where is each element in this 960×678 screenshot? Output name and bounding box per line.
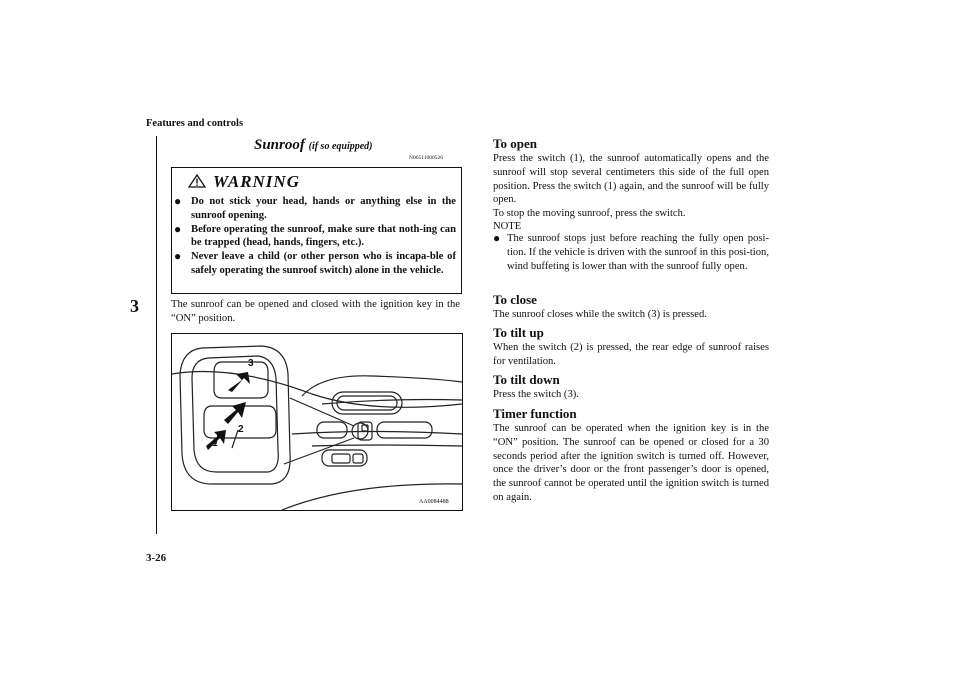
to-open-section [493,136,769,273]
figure-label-2: 2 [238,424,244,435]
warning-item [174,250,456,278]
warning-item-text: Never leave a child (or other person who is incapa-ble of safely operating the sunroof switch) alone in the vehicle. [191,251,456,276]
intro-paragraph: The sunroof can be opened and closed with the ignition key in the “ON” position. [171,299,460,324]
to-close-heading: To close [493,292,537,307]
warning-item-text: Before operating the sunroof, make sure that noth-ing can be trapped (head, hands, fingers, etc.). [191,223,456,249]
timer-section [493,406,769,505]
tilt-up-text: When the switch (2) is pressed, the rear edge of sunroof raises for ventilation. [493,342,769,367]
warning-title: WARNING [213,172,300,191]
note-label: NOTE [493,220,522,232]
sunroof-switch-illustration [172,334,462,510]
note-item [493,232,769,273]
figure-label-3: 3 [248,358,254,369]
figure-label-1: 1 [212,438,218,449]
page-header-title: Features and controls [146,118,244,129]
to-close-section [493,292,769,322]
bullet-icon: ● [174,221,182,236]
to-open-text: Press the switch (1), the sunroof automatically opens and the sunroof will stop several centimeters this side of the full open position. Press the switch (1) again, and the sunroof will be fully open. [493,153,769,206]
warning-item [174,223,456,251]
warning-item-text: Do not stick your head, hands or anything else in the sunroof opening. [191,196,456,221]
page-number: 3-26 [146,552,167,564]
to-open-text-2: To stop the moving sunroof, press the switch. [493,208,686,220]
tilt-up-section [493,325,769,369]
note-text: The sunroof stops just before reaching the fully open posi-tion. If the vehicle is driven with the sunroof in this posi-tion, wind buffeting is lower than with the sunroof fully open. [507,232,769,272]
warning-item [174,195,456,223]
tilt-down-heading: To tilt down [493,372,560,387]
to-open-heading: To open [493,136,537,151]
chapter-number: 3 [130,296,139,316]
bullet-icon: ● [174,194,182,208]
timer-text: The sunroof can be operated when the ignition key is in the “ON” position. The sunroof can be opened or closed for a 30 seconds period after the ignition switch is turned off. However, once the driver’s door or the front passenger’s door is opened, the sunroof cannot be operated until the ignition switch is turned on again. [493,423,769,503]
section-code: N00511000526 [409,155,444,161]
section-subtitle: (if so equipped) [308,141,373,152]
timer-heading: Timer function [493,406,577,421]
section-title [254,137,373,154]
bullet-icon: ● [174,249,182,264]
warning-list [174,195,456,278]
tilt-up-heading: To tilt up [493,325,544,340]
tilt-down-section [493,372,769,402]
bullet-icon: ● [493,230,501,245]
sunroof-switch-figure [171,333,463,511]
section-title-text: Sunroof [254,137,305,153]
figure-code: AA0084488 [419,499,449,505]
chapter-divider [156,136,157,534]
to-close-text: The sunroof closes while the switch (3) is pressed. [493,309,707,320]
warning-triangle-icon [188,174,206,193]
tilt-down-text: Press the switch (3). [493,389,579,400]
